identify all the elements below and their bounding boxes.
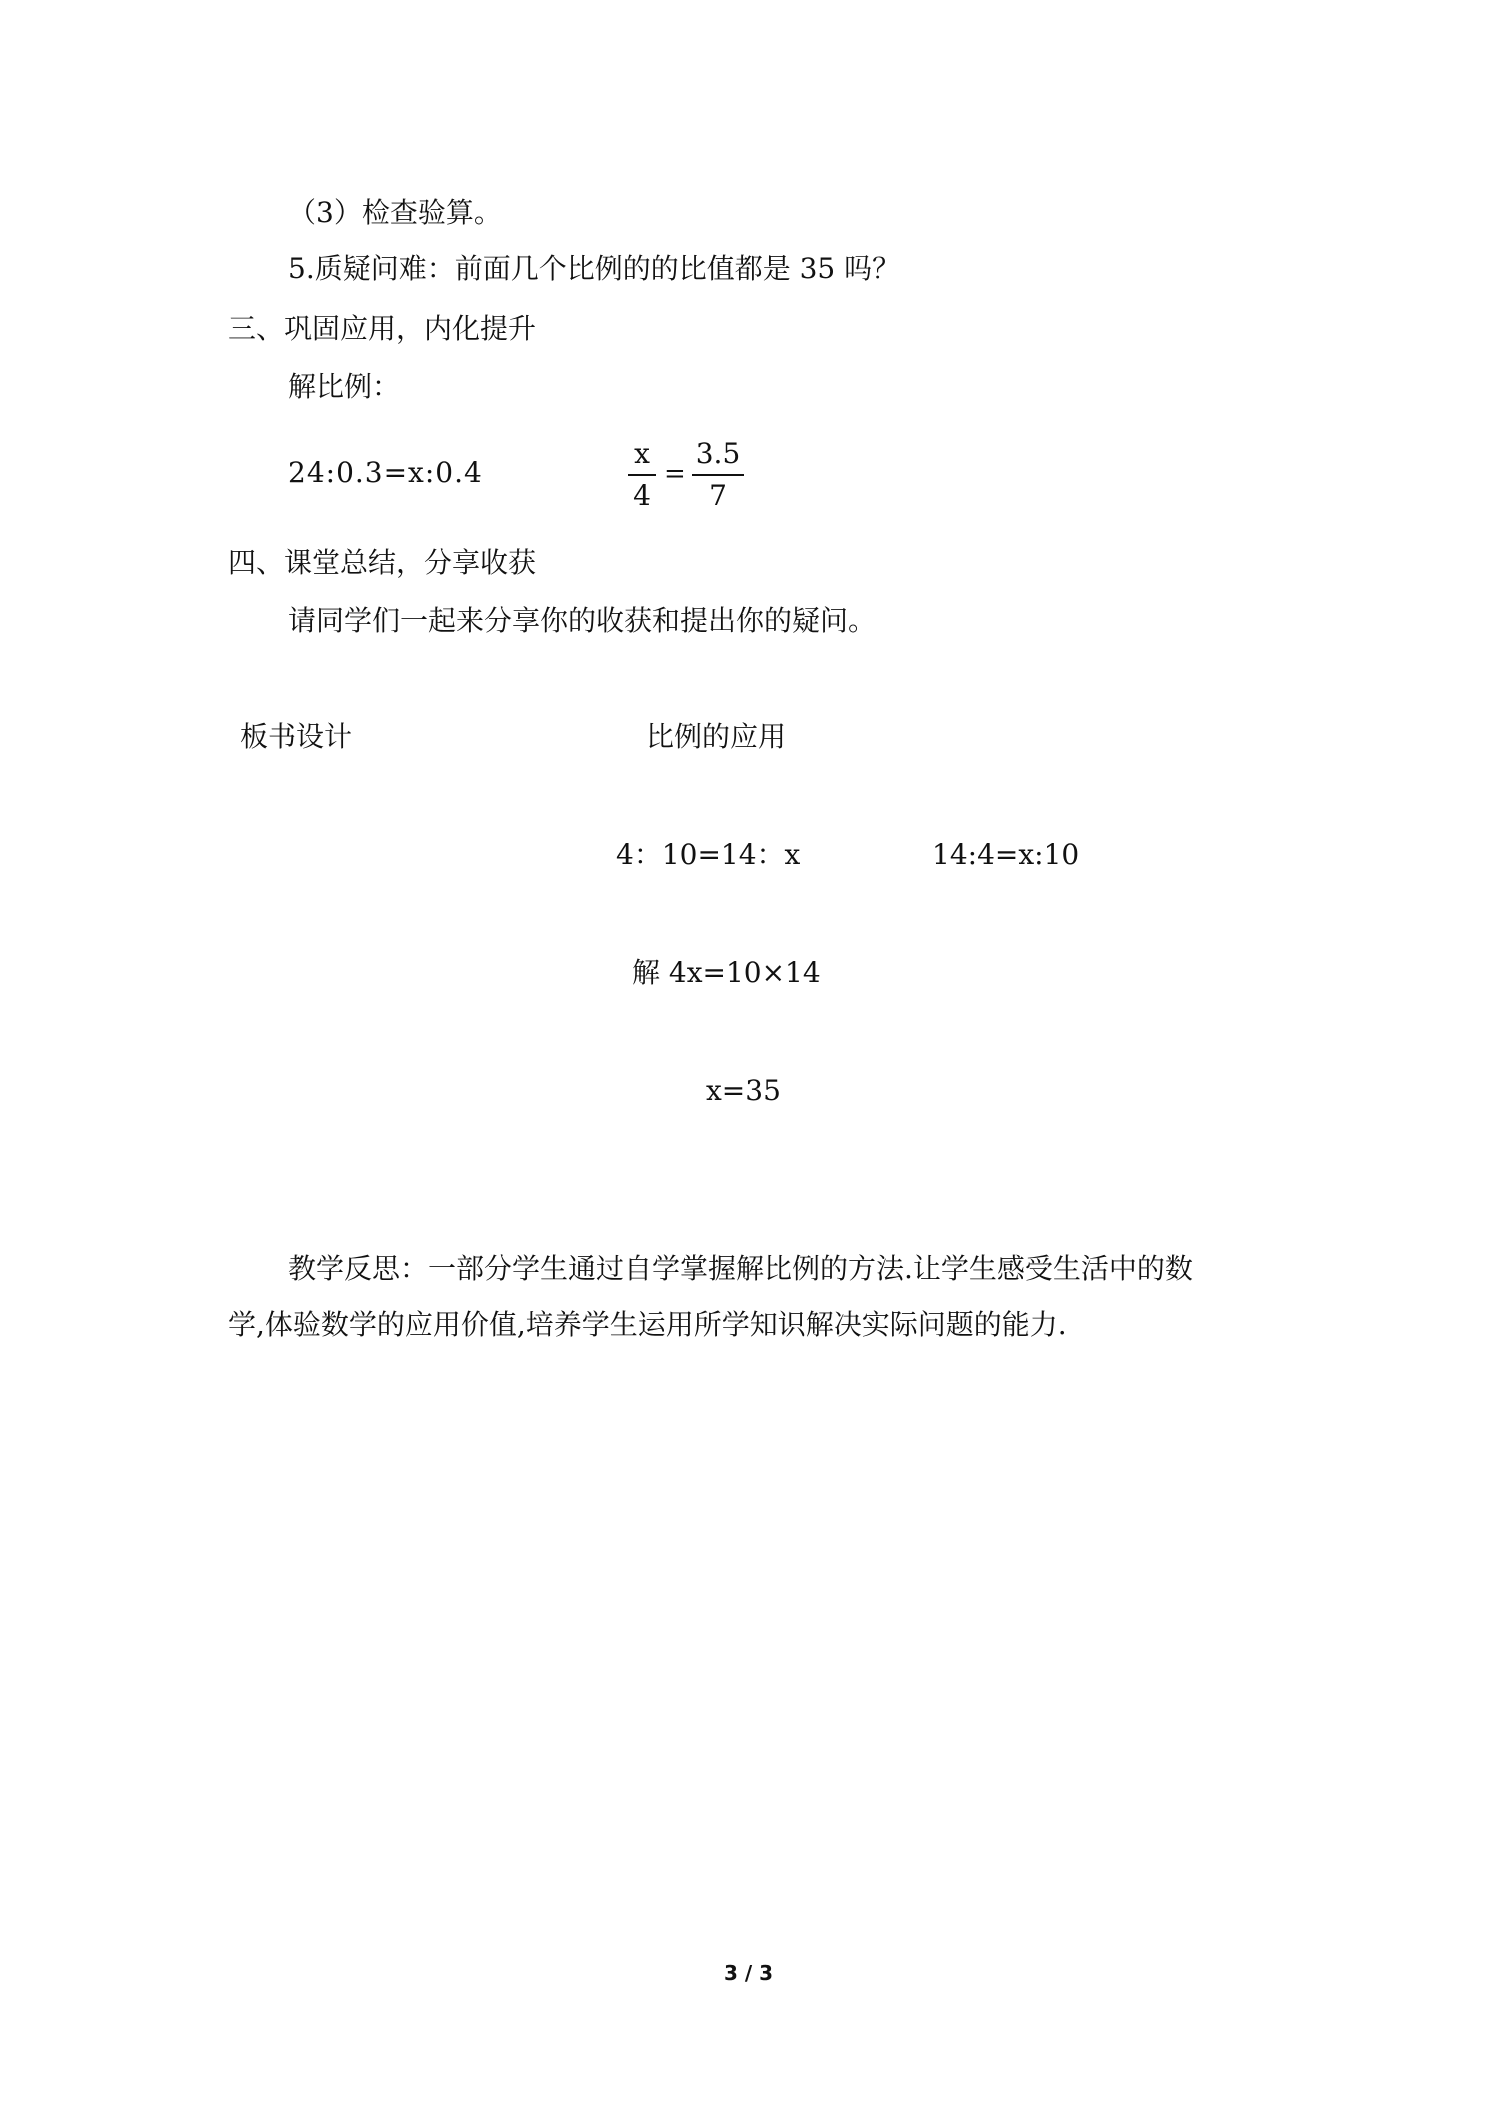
section-4-heading: 四、课堂总结，分享收获 — [228, 546, 537, 579]
section-3-heading: 三、巩固应用，内化提升 — [228, 312, 537, 345]
fraction-denominator: 4 — [633, 479, 651, 512]
exercise-1: 24:0.3=x:0.4 — [288, 456, 483, 489]
exercise-2-equals: = — [664, 459, 686, 489]
fraction-bar — [628, 474, 656, 476]
fraction-numerator: x — [634, 437, 650, 470]
board-equation-2: 14:4=x:10 — [932, 838, 1080, 871]
fraction-numerator: 3.5 — [695, 437, 741, 470]
solve-label: 解比例： — [288, 370, 401, 403]
board-equation-1: 4：10=14：x — [616, 838, 801, 871]
board-solution-step: 解 4x=10×14 — [632, 956, 821, 989]
summary-text: 请同学们一起来分享你的收获和提出你的疑问。 — [288, 604, 877, 637]
step-3-check: （3）检查验算。 — [288, 196, 502, 229]
question-5: 5.质疑问难：前面几个比例的的比值都是 35 吗？ — [288, 252, 901, 285]
reflection-line-1: 教学反思：一部分学生通过自学掌握解比例的方法.让学生感受生活中的数 — [288, 1252, 1193, 1285]
exercise-2-right-fraction — [692, 438, 744, 512]
exercise-2-left-fraction — [628, 438, 656, 512]
board-design-label: 板书设计 — [240, 720, 353, 753]
page-number: 3 / 3 — [724, 1961, 774, 1985]
fraction-bar — [692, 474, 744, 476]
fraction-denominator: 7 — [709, 479, 727, 512]
board-answer: x=35 — [706, 1074, 781, 1107]
reflection-line-2: 学,体验数学的应用价值,培养学生运用所学知识解决实际问题的能力. — [228, 1308, 1067, 1341]
board-title: 比例的应用 — [646, 720, 787, 753]
